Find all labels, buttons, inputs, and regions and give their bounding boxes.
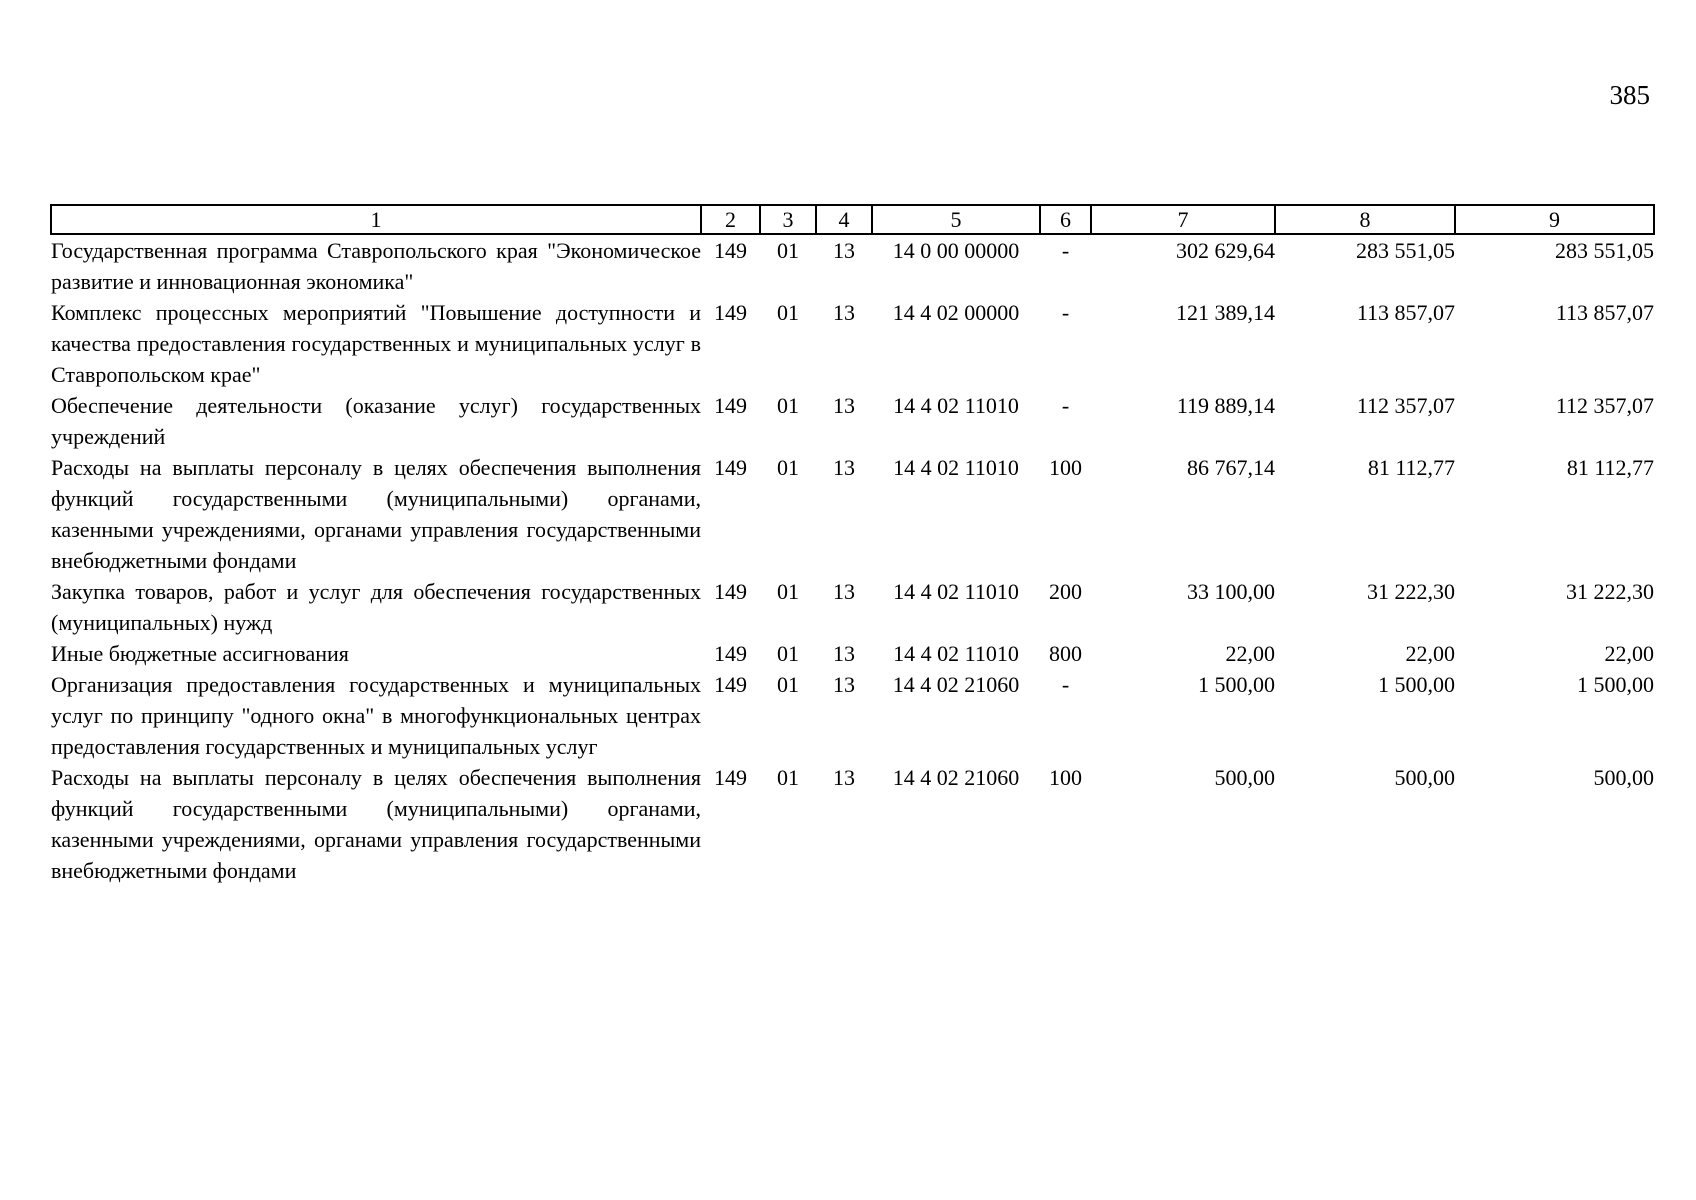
cell-amount-7: 22,00: [1225, 641, 1275, 666]
cell-amount-7: 33 100,00: [1187, 579, 1275, 604]
cell-ministry: 149: [714, 641, 747, 666]
page-number: 385: [1609, 80, 1650, 110]
column-header: 2: [701, 205, 760, 234]
cell-amount-8: 500,00: [1394, 765, 1455, 790]
cell-expense-type: 200: [1049, 579, 1082, 604]
table-row: [51, 390, 1654, 452]
column-header: 1: [51, 205, 701, 234]
cell-amount-8: 22,00: [1405, 641, 1455, 666]
cell-ministry: 149: [714, 393, 747, 418]
column-header: 3: [760, 205, 816, 234]
cell-amount-7: 1 500,00: [1198, 672, 1275, 697]
cell-subsection: 13: [833, 393, 855, 418]
cell-ministry: 149: [714, 238, 747, 263]
cell-subsection: 13: [833, 672, 855, 697]
cell-target-item: 14 4 02 11010: [893, 455, 1019, 480]
cell-amount-8: 283 551,05: [1356, 238, 1455, 263]
cell-target-item: 14 4 02 21060: [892, 765, 1020, 790]
column-header: 7: [1091, 205, 1275, 234]
column-header: 5: [872, 205, 1040, 234]
cell-amount-9: 81 112,77: [1566, 455, 1654, 480]
cell-section: 01: [777, 579, 799, 604]
row-name: Комплекс процессных мероприятий "Повышение доступности и качества предоставления государственных и муниципальных услуг в Ставропольском крае": [51, 300, 701, 387]
row-name: Расходы на выплаты персоналу в целях обеспечения выполнения функций государственными (муниципальными) органами, казенными учреждениями, органами управления государственными внебюджетными фондами: [51, 765, 701, 883]
row-name: Иные бюджетные ассигнования: [51, 641, 349, 666]
table-row: [51, 452, 1654, 576]
cell-amount-8: 112 357,07: [1356, 393, 1455, 418]
cell-ministry: 149: [714, 300, 747, 325]
column-header: 4: [816, 205, 872, 234]
cell-expense-type: -: [1061, 672, 1070, 697]
cell-target-item: 14 0 00 00000: [892, 238, 1020, 263]
cell-target-item: 14 4 02 11010: [893, 641, 1019, 666]
cell-subsection: 13: [833, 579, 855, 604]
cell-section: 01: [777, 455, 799, 480]
row-name: Закупка товаров, работ и услуг для обеспечения государственных (муниципальных) нужд: [51, 579, 701, 635]
cell-amount-9: 1 500,00: [1577, 672, 1654, 697]
cell-expense-type: 100: [1049, 455, 1082, 480]
cell-amount-8: 81 112,77: [1367, 455, 1455, 480]
table-row: [51, 638, 1654, 669]
cell-ministry: 149: [714, 455, 747, 480]
cell-expense-type: 100: [1049, 765, 1082, 790]
cell-subsection: 13: [833, 641, 855, 666]
cell-expense-type: -: [1061, 300, 1070, 325]
table-row: [51, 234, 1654, 297]
cell-amount-8: 31 222,30: [1367, 579, 1455, 604]
cell-amount-9: 31 222,30: [1566, 579, 1654, 604]
cell-amount-7: 86 767,14: [1187, 455, 1275, 480]
cell-amount-7: 500,00: [1214, 765, 1275, 790]
cell-subsection: 13: [833, 765, 855, 790]
cell-amount-9: 113 857,07: [1555, 300, 1654, 325]
table-row: [51, 576, 1654, 638]
cell-section: 01: [777, 672, 799, 697]
cell-target-item: 14 4 02 21060: [892, 672, 1020, 697]
cell-expense-type: 800: [1049, 641, 1082, 666]
cell-ministry: 149: [714, 672, 747, 697]
cell-amount-9: 112 357,07: [1555, 393, 1654, 418]
cell-amount-9: 22,00: [1604, 641, 1654, 666]
cell-subsection: 13: [833, 238, 855, 263]
column-header: 8: [1275, 205, 1455, 234]
cell-section: 01: [777, 641, 799, 666]
cell-amount-9: 283 551,05: [1555, 238, 1654, 263]
cell-amount-7: 302 629,64: [1176, 238, 1275, 263]
cell-subsection: 13: [833, 300, 855, 325]
cell-amount-9: 500,00: [1593, 765, 1654, 790]
cell-amount-8: 113 857,07: [1356, 300, 1455, 325]
cell-amount-7: 121 389,14: [1176, 300, 1275, 325]
row-name: Обеспечение деятельности (оказание услуг) государственных учреждений: [51, 393, 701, 449]
table-header-row: [51, 205, 1654, 234]
cell-ministry: 149: [714, 765, 747, 790]
cell-section: 01: [777, 765, 799, 790]
row-name: Организация предоставления государственных и муниципальных услуг по принципу "одного окна" в многофункциональных центрах предоставления государственных и муниципальных услуг: [51, 672, 701, 759]
cell-expense-type: -: [1061, 393, 1070, 418]
cell-section: 01: [777, 300, 799, 325]
table-row: [51, 297, 1654, 390]
row-name: Расходы на выплаты персоналу в целях обеспечения выполнения функций государственными (муниципальными) органами, казенными учреждениями, органами управления государственными внебюджетными фондами: [51, 455, 701, 573]
cell-section: 01: [777, 238, 799, 263]
cell-target-item: 14 4 02 11010: [893, 393, 1019, 418]
cell-amount-7: 119 889,14: [1176, 393, 1275, 418]
cell-amount-8: 1 500,00: [1378, 672, 1455, 697]
cell-subsection: 13: [833, 455, 855, 480]
cell-expense-type: -: [1061, 238, 1070, 263]
row-name: Государственная программа Ставропольского края "Экономическое развитие и инновационная экономика": [51, 238, 701, 294]
column-header: 6: [1040, 205, 1091, 234]
cell-section: 01: [777, 393, 799, 418]
cell-target-item: 14 4 02 11010: [893, 579, 1019, 604]
table-row: [51, 762, 1654, 886]
cell-ministry: 149: [714, 579, 747, 604]
column-header: 9: [1455, 205, 1654, 234]
budget-table: [50, 204, 1655, 886]
cell-target-item: 14 4 02 00000: [892, 300, 1020, 325]
table-row: [51, 669, 1654, 762]
